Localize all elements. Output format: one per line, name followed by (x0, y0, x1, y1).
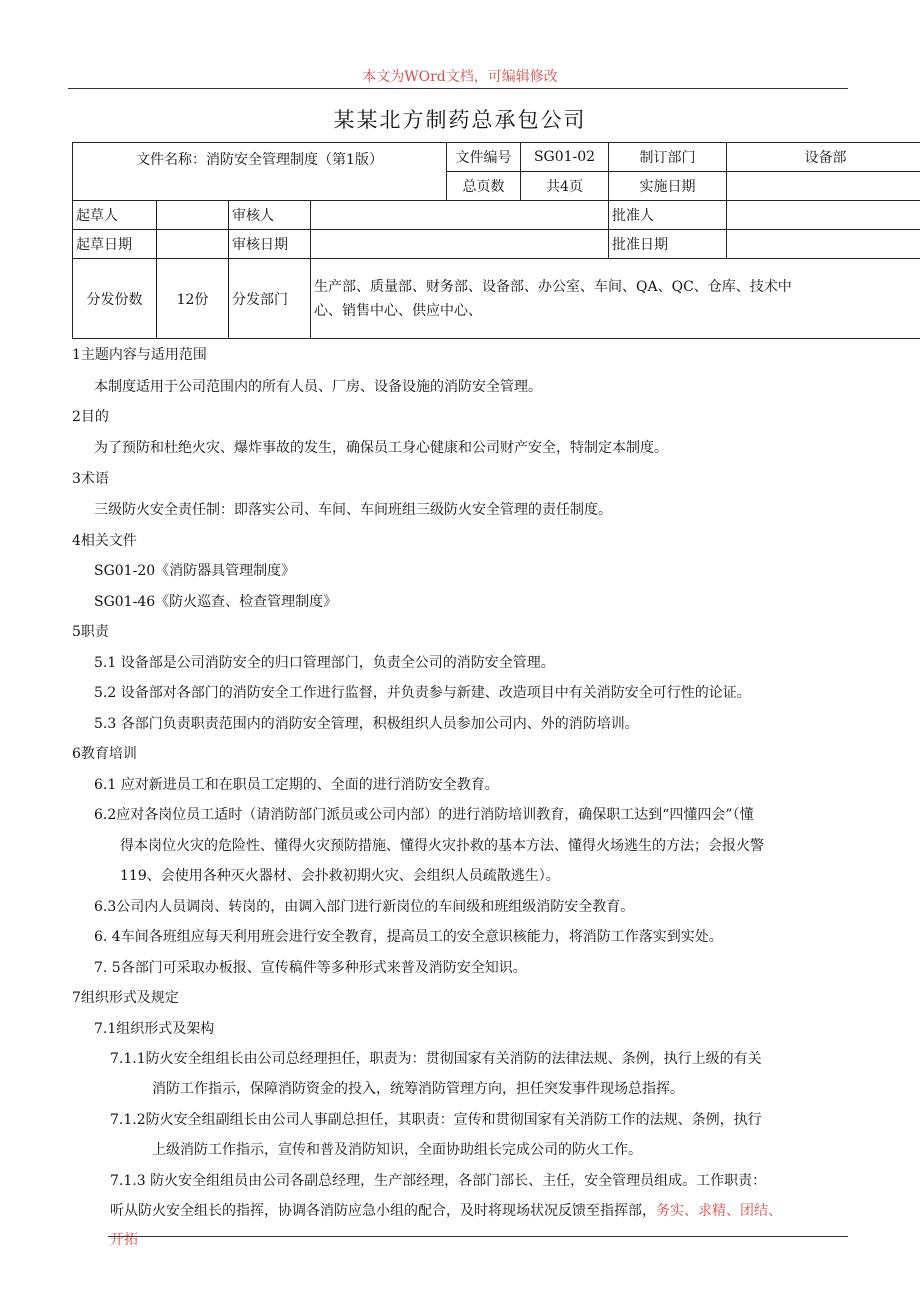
paragraph: 为了预防和杜绝火灾、爆炸事故的发生，确保员工身心健康和公司财产安全，特制定本制度。 (94, 440, 668, 456)
paragraph: 三级防火安全责任制：即落实公司、车间、车间班组三级防火安全管理的责任制度。 (94, 502, 612, 518)
impl-label: 实施日期 (609, 172, 727, 201)
reviewer-value (311, 201, 609, 230)
paragraph: 消防工作指示，保障消防资金的投入，统筹消防管理方向，担任突发事件现场总指挥。 (152, 1081, 684, 1097)
section-heading: 4相关文件 (72, 533, 137, 549)
footer-divider (108, 1236, 848, 1237)
approve-date-label: 批准日期 (609, 230, 727, 259)
dept-label: 制订部门 (609, 143, 727, 172)
approver-value (727, 201, 920, 230)
paragraph: 5.1 设备部是公司消防安全的归口管理部门，负责全公司的消防安全管理。 (94, 655, 555, 671)
paragraph: SG01-20《消防器具管理制度》 (94, 563, 296, 579)
file-no-value: SG01-02 (521, 143, 609, 172)
paragraph: 7.1.2防火安全组副组长由公司人事副总担任，其职责：宣传和贯彻国家有关消防工作的法规、条例，执行 (110, 1112, 762, 1128)
draft-date-value (157, 230, 229, 259)
paragraph: 7.1.1防火安全组组长由公司总经理担任，职责为：贯彻国家有关消防的法律法规、条例，执行上级的有关 (110, 1051, 762, 1067)
paragraph-text: 听从防火安全组长的指挥，协调各消防应急小组的配合，及时将现场状况反馈至指挥部， (110, 1203, 656, 1219)
highlight-text: 开拓 (110, 1232, 138, 1248)
impl-value (727, 172, 920, 201)
draft-date-label: 起草日期 (73, 230, 157, 259)
paragraph: 上级消防工作指示，宣传和普及消防知识，全面协助组长完成公司的防火工作。 (152, 1142, 642, 1158)
file-no-label: 文件编号 (447, 143, 521, 172)
section-heading: 1主题内容与适用范围 (72, 347, 207, 363)
dist-label: 分发部门 (229, 259, 311, 339)
paragraph: 本制度适用于公司范围内的所有人员、厂房、设备设施的消防安全管理。 (94, 379, 542, 395)
section-heading: 7组织形式及规定 (72, 990, 179, 1006)
paragraph: 7.1.3 防火安全组组员由公司各副总经理，生产部经理，各部门部长、主任，安全管理员组成。工作职责： (110, 1173, 767, 1189)
paragraph: 119、会使用各种灭火器材、会扑救初期火灾、会组织人员疏散逃生）。 (120, 868, 560, 884)
paragraph: 7. 5各部门可采取办板报、宣传稿件等多种形式来普及消防安全知识。 (94, 960, 527, 976)
dist-line: 心、销售中心、供应中心、 (314, 302, 482, 319)
paragraph: 6.2应对各岗位员工适时（请消防部门派员或公司内部）的进行消防培训教育，确保职工达到“四懂四会”（懂 (94, 807, 754, 823)
header-note: 本文为WOrd文档，可编辑修改 (362, 69, 558, 85)
paragraph: 5.3 各部门负责职责范围内的消防安全管理，积极组织人员参加公司内、外的消防培训。 (94, 716, 639, 732)
approve-date-value (727, 230, 920, 259)
dept-value: 设备部 (727, 143, 920, 172)
subsection-heading: 7.1组织形式及架构 (94, 1021, 215, 1037)
paragraph: 5.2 设备部对各部门的消防安全工作进行监督，并负责参与新建、改造项目中有关消防安全可行性的论证。 (94, 685, 751, 701)
drafter-value (157, 201, 229, 230)
section-heading: 6教育培训 (72, 746, 137, 762)
dist-line: 生产部、质量部、财务部、设备部、办公室、车间、QA、QC、仓库、技术中 (314, 278, 792, 295)
pages-value: 共4页 (521, 172, 609, 201)
paragraph: 6.1 应对新进员工和在职员工定期的、全面的进行消防安全教育。 (94, 777, 499, 793)
copies-value: 12份 (157, 259, 229, 339)
paragraph: SG01-46《防火巡查、检查管理制度》 (94, 594, 338, 610)
highlight-text: 务实、求精、团结、 (656, 1203, 782, 1219)
review-date-value (311, 230, 609, 259)
dist-departments (311, 259, 920, 339)
page-title: 某某北方制药总承包公司 (333, 108, 587, 132)
document-info-table (72, 142, 920, 339)
pages-label: 总页数 (447, 172, 521, 201)
paragraph: 6. 4车间各班组应每天利用班会进行安全教育，提高员工的安全意识核能力，将消防工作落实到实处。 (94, 929, 723, 945)
reviewer-label: 审核人 (229, 201, 311, 230)
section-heading: 5职责 (72, 624, 109, 640)
header-divider (68, 88, 848, 89)
review-date-label: 审核日期 (229, 230, 311, 259)
section-heading: 2目的 (72, 409, 109, 425)
file-name-cell: 文件名称：消防安全管理制度（第1版） (73, 143, 447, 201)
copies-label: 分发份数 (73, 259, 157, 339)
approver-label: 批准人 (609, 201, 727, 230)
paragraph (110, 1200, 782, 1220)
paragraph: 6.3公司内人员调岗、转岗的，由调入部门进行新岗位的车间级和班组级消防安全教育。 (94, 899, 635, 915)
section-heading: 3术语 (72, 471, 109, 487)
drafter-label: 起草人 (73, 201, 157, 230)
paragraph: 得本岗位火灾的危险性、懂得火灾预防措施、懂得火灾扑救的基本方法、懂得火场逃生的方法；会报火警 (120, 838, 764, 854)
